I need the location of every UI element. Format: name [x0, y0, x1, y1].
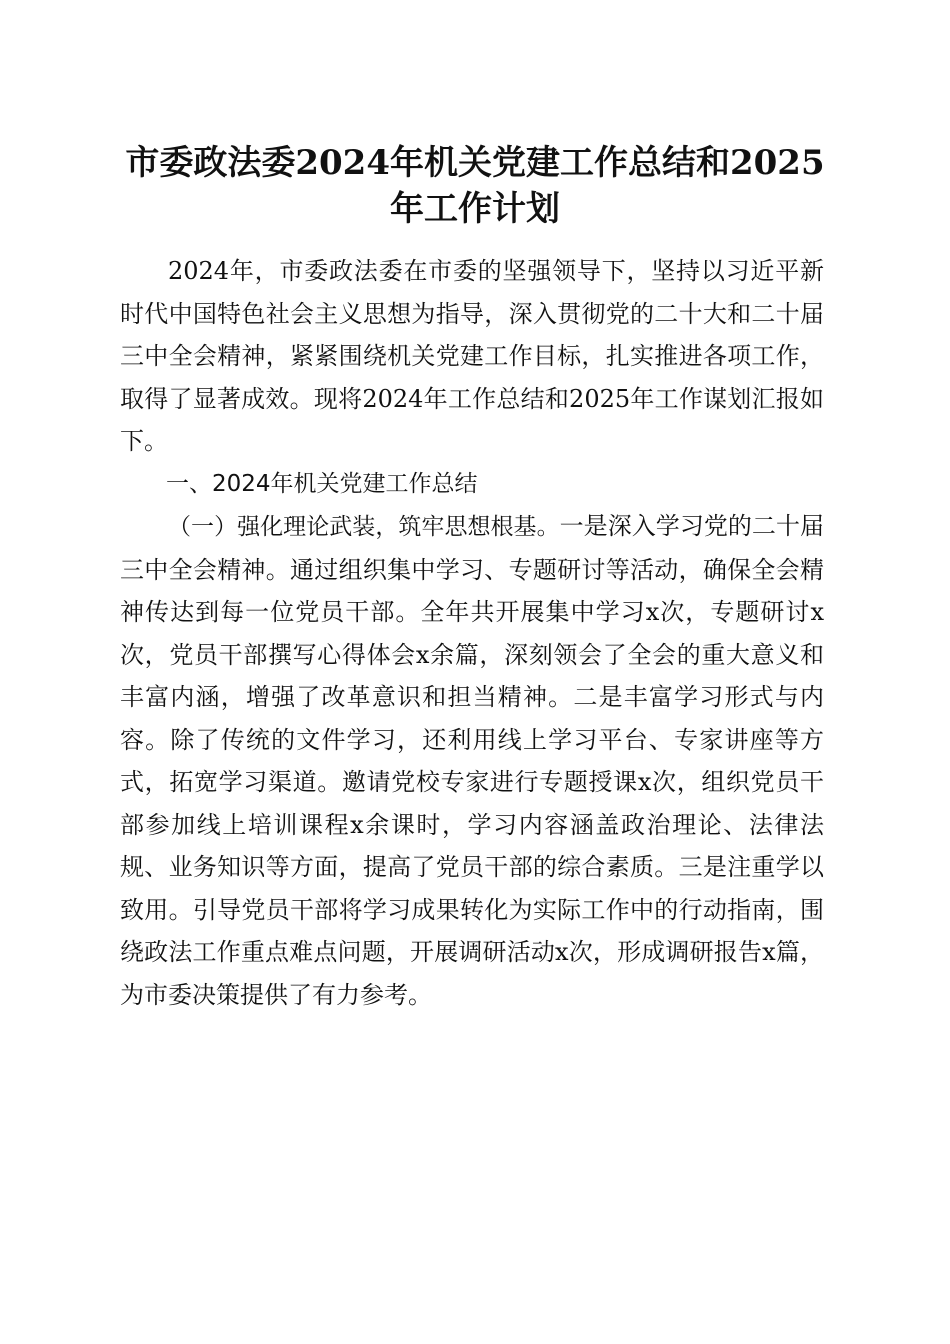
- intro-paragraph: 2024年，市委政法委在市委的坚强领导下，坚持以习近平新时代中国特色社会主义思想为指导，深入贯彻党的二十大和二十届三中全会精神，紧紧围绕机关党建工作目标，扎实推进各项工作，取得了显著成效。现将2024年工作总结和2025年工作谋划汇报如下。: [120, 257, 824, 455]
- subsection-lead: （一）强化理论武装，筑牢思想根基。: [168, 514, 560, 540]
- subsection-paragraph: [120, 505, 824, 1016]
- document-body: [120, 250, 824, 1016]
- document-title: 市委政法委2024年机关党建工作总结和2025年工作计划: [125, 143, 825, 229]
- subsection-body: 一是深入学习党的二十届三中全会精神。通过组织集中学习、专题研讨等活动，确保全会精神传达到每一位党员干部。全年共开展集中学习x次，专题研讨x次，党员干部撰写心得体会x余篇，深刻领会了全会的重大意义和丰富内涵，增强了改革意识和担当精神。二是丰富学习形式与内容。除了传统的文件学习，还利用线上学习平台、专家讲座等方式，拓宽学习渠道。邀请党校专家进行专题授课x次，组织党员干部参加线上培训课程x余课时，学习内容涵盖政治理论、法律法规、业务知识等方面，提高了党员干部的综合素质。三是注重学以致用。引导党员干部将学习成果转化为实际工作中的行动指南，围绕政法工作重点难点问题，开展调研活动x次，形成调研报告x篇，为市委决策提供了有力参考。: [120, 512, 825, 1009]
- section-heading: 一、2024年机关党建工作总结: [166, 470, 478, 497]
